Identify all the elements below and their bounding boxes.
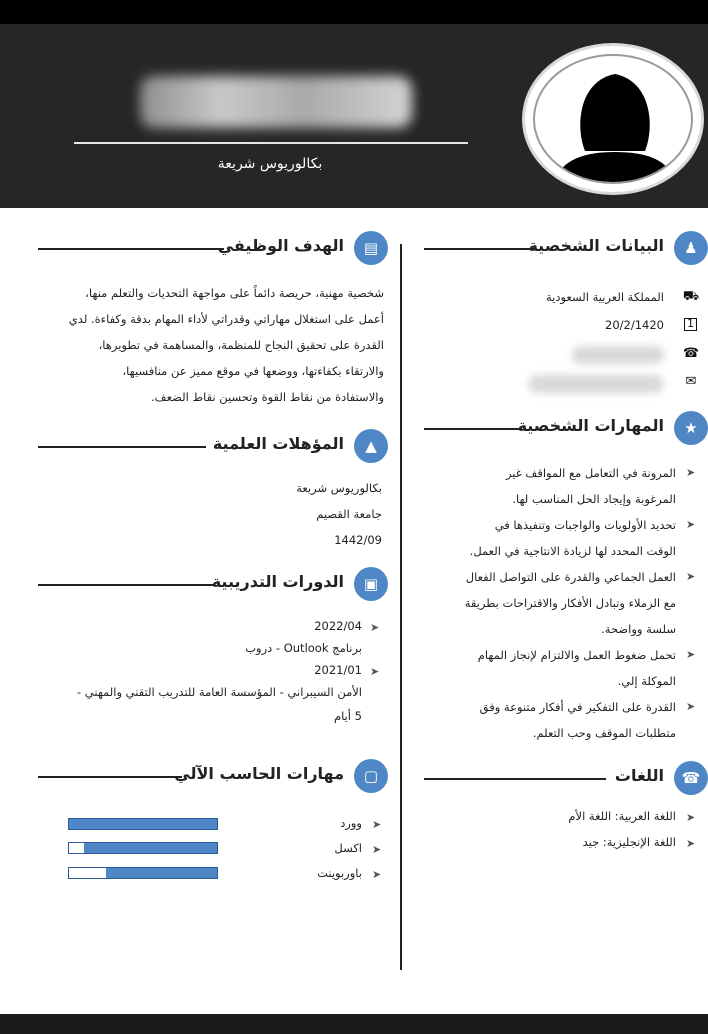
objective-text: شخصية مهنية، حريصة دائماً على مواجهة التحديات والتعلم منها، أعمل على استغلال مهاراتي وقدراتي لأداء المهام بدقة وكفاءة. لدي القدرة على تحقيق النجاح للمنظمة، والمساهمة في تطويرها، والارتقاء بكفاءتها، ووضعها في موقع مميز عن منافسيها، والاستفادة من نقاط القوة وتحسين نقاط الضعف. (68, 286, 384, 404)
country: المملكة العربية السعودية (546, 290, 664, 304)
bullet-icon: ➤ (370, 621, 380, 634)
section-title: اللغات (614, 766, 664, 785)
section-title: الدورات التدريبية (211, 572, 344, 591)
star-icon: ★ (674, 411, 708, 445)
skill-item: العمل الجماعي والقدرة على التواصل الفعال مع الزملاء وتبادل الأفكار والاقتراحات بطريقة سلسة وواضحة. (464, 570, 676, 636)
section-title: المؤهلات العلمية (212, 434, 344, 453)
top-status-bar (0, 0, 708, 24)
section-personal (424, 231, 708, 265)
section-objective (38, 231, 388, 265)
computer-skill-name: باوربوينت (317, 866, 362, 880)
person-icon: ♟ (674, 231, 708, 265)
section-title: الهدف الوظيفي (217, 236, 344, 255)
section-title: البيانات الشخصية (528, 236, 664, 255)
skill-item: المرونة في التعامل مع المواقف غير المرغوبة وإيجاد الحل المناسب لها. (505, 466, 676, 506)
bottom-bar (0, 1014, 708, 1034)
skill-bar-fill (106, 868, 217, 878)
section-computer (38, 759, 388, 793)
bullet-icon: ➤ (686, 648, 696, 661)
section-courses (38, 567, 388, 601)
bullet-icon: ➤ (372, 843, 382, 856)
calendar-icon: 1 (684, 318, 697, 331)
bullet-icon: ➤ (686, 700, 696, 713)
course-desc: 5 أيام (333, 709, 362, 723)
skill-item: تحمل ضغوط العمل والالتزام لإنجاز المهام الموكلة إلي. (477, 648, 676, 688)
qualification-university: جامعة القصيم (316, 507, 382, 521)
email-icon: ✉ (685, 374, 697, 389)
email-redacted (528, 375, 664, 393)
section-rule (38, 584, 214, 586)
laptop-icon: ▢ (354, 759, 388, 793)
course-date: 2022/04 (314, 619, 362, 633)
chat-icon: ☎ (674, 761, 708, 795)
birthdate: 20/2/1420 (605, 318, 664, 332)
course-date: 2021/01 (314, 663, 362, 677)
bullet-icon: ➤ (372, 818, 382, 831)
section-title: مهارات الحاسب الآلي (174, 764, 344, 783)
section-rule (38, 446, 206, 448)
computer-skill-name: اكسل (334, 841, 362, 855)
phone-redacted (572, 346, 664, 364)
bullet-icon: ➤ (370, 665, 380, 678)
section-languages (424, 761, 708, 795)
section-rule (38, 776, 182, 778)
computer-skill-name: وورد (340, 816, 362, 830)
car-icon: ⛟ (682, 289, 700, 304)
skill-bar (68, 842, 218, 854)
bullet-icon: ➤ (686, 518, 696, 531)
bullet-icon: ➤ (686, 570, 696, 583)
graduation-icon: ▲ (354, 429, 388, 463)
section-skills (424, 411, 708, 445)
skill-bar (68, 867, 218, 879)
section-qualifications (38, 429, 388, 463)
section-rule (424, 428, 522, 430)
section-title: المهارات الشخصية (517, 416, 664, 435)
avatar (522, 43, 704, 195)
qualification-year: 1442/09 (334, 533, 382, 547)
name-redacted (140, 76, 412, 128)
avatar-silhouette-icon (535, 56, 693, 184)
skill-bar-fill (84, 843, 217, 853)
document-icon: ▤ (354, 231, 388, 265)
certificate-icon: ▣ (354, 567, 388, 601)
avatar-frame (533, 54, 693, 184)
language-item: اللغة العربية: اللغة الأم (568, 809, 676, 823)
course-desc: برنامج Outlook - دروب (245, 641, 362, 655)
section-rule (424, 248, 536, 250)
skill-bar (68, 818, 218, 830)
column-divider (400, 244, 402, 970)
skill-item: القدرة على التفكير في أفكار متنوعة وفق متطلبات الموقف وحب التعلم. (479, 700, 676, 740)
name-underline (74, 142, 468, 144)
bullet-icon: ➤ (686, 837, 696, 850)
bullet-icon: ➤ (686, 466, 696, 479)
header-degree: بكالوريوس شريعة (217, 156, 323, 172)
bullet-icon: ➤ (372, 868, 382, 881)
phone-icon: ☎ (682, 346, 700, 361)
language-item: اللغة الإنجليزية: جيد (582, 835, 676, 849)
course-desc: الأمن السيبراني - المؤسسة العامة للتدريب التقني والمهني - (76, 685, 362, 699)
skill-bar-fill (69, 819, 217, 829)
qualification-degree: بكالوريوس شريعة (296, 481, 382, 495)
section-rule (424, 778, 606, 780)
section-rule (38, 248, 224, 250)
skill-item: تحديد الأولويات والواجبات وتنفيذها في الوقت المحدد لها لزيادة الانتاجية في العمل. (469, 518, 676, 558)
bullet-icon: ➤ (686, 811, 696, 824)
